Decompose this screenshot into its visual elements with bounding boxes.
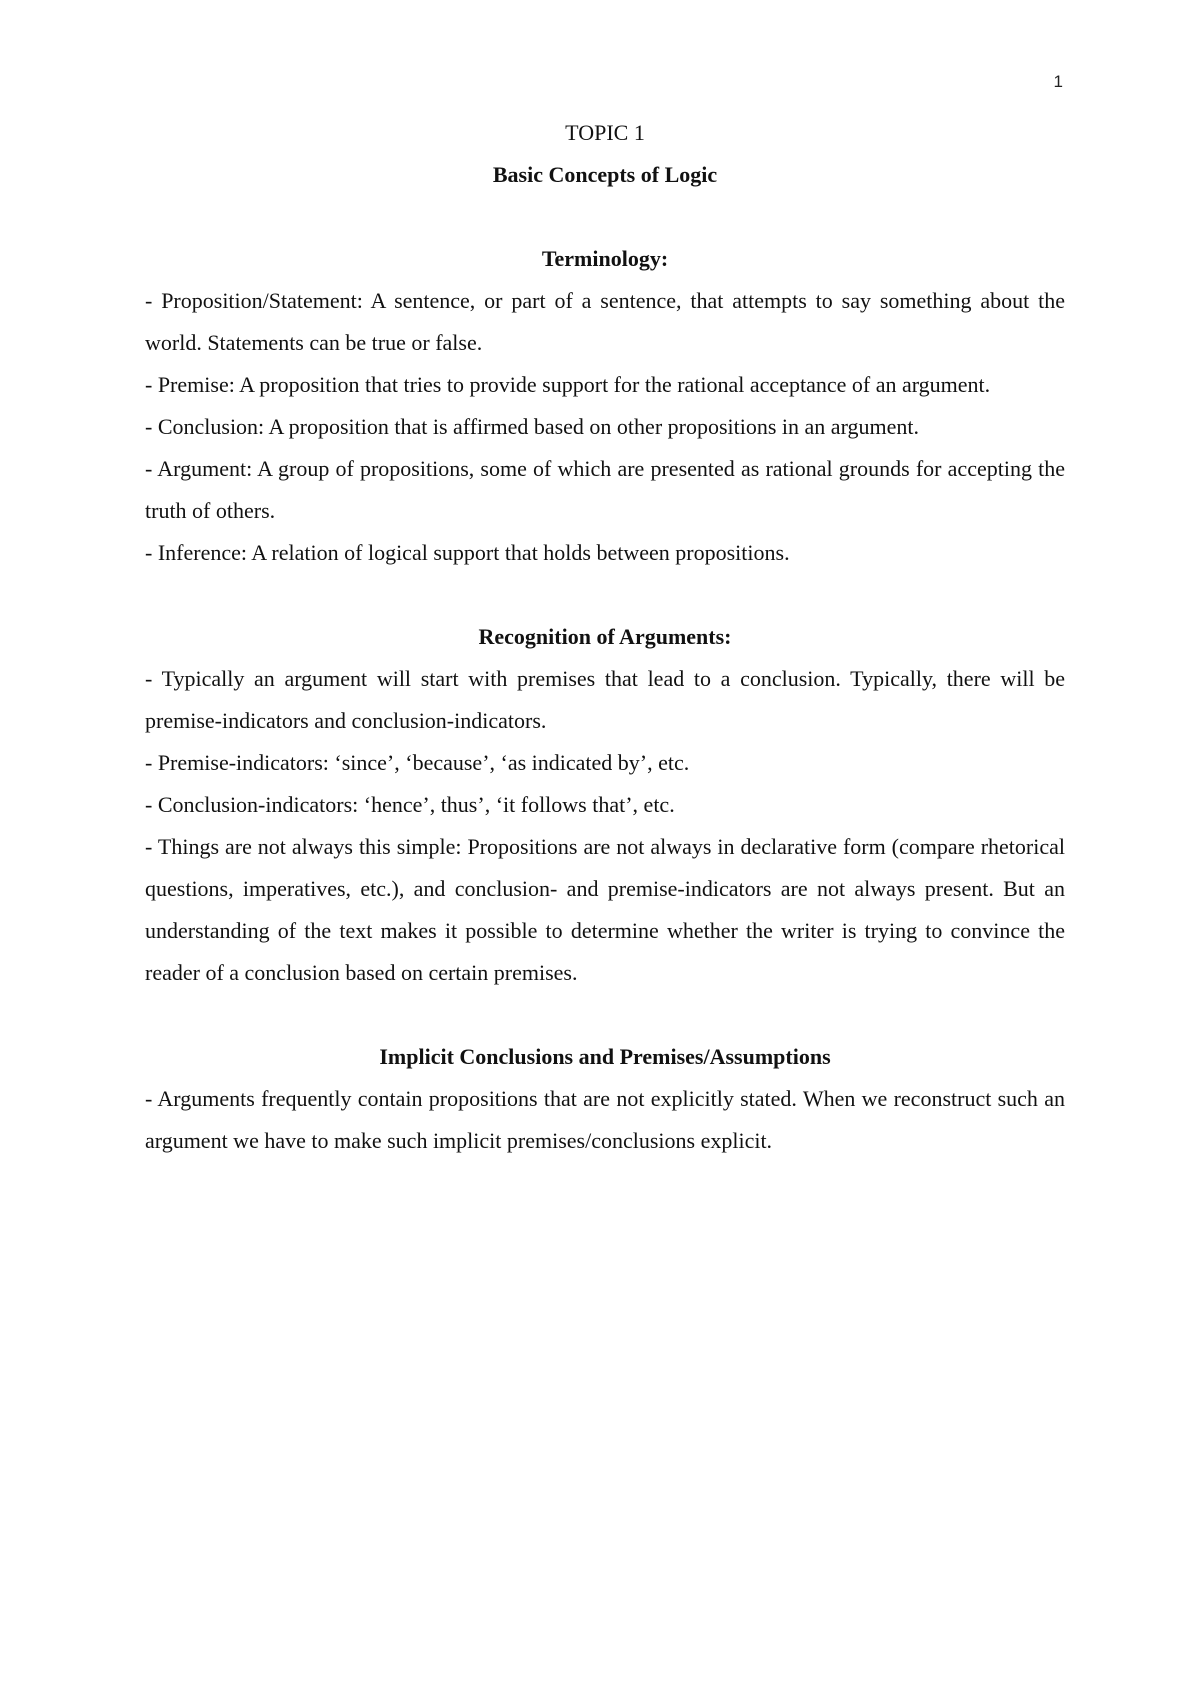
paragraph-argument: - Argument: A group of propositions, some of which are presented as rational grounds for accepting the truth of others.	[145, 456, 1065, 523]
section-heading-implicit: Implicit Conclusions and Premises/Assumptions	[379, 1044, 831, 1069]
paragraph-typically: - Typically an argument will start with premises that lead to a conclusion. Typically, there will be premise-indicators and conclusion-indicators.	[145, 666, 1065, 733]
paragraph-inference: - Inference: A relation of logical support that holds between propositions.	[145, 540, 790, 565]
paragraph-implicit: - Arguments frequently contain propositions that are not explicitly stated. When we reconstruct such an argument we have to make such implicit premises/conclusions explicit.	[145, 1086, 1065, 1153]
paragraph-premise-indicators: - Premise-indicators: ‘since’, ‘because’, ‘as indicated by’, etc.	[145, 750, 690, 775]
section-heading-terminology: Terminology:	[541, 246, 669, 271]
document-subtitle: Basic Concepts of Logic	[492, 162, 718, 187]
paragraph-premise: - Premise: A proposition that tries to provide support for the rational acceptance of an argument.	[145, 372, 991, 397]
paragraph-proposition: - Proposition/Statement: A sentence, or part of a sentence, that attempts to say something about the world. Statements can be true or false.	[145, 288, 1065, 355]
spacer	[145, 994, 1065, 1036]
section-heading-recognition: Recognition of Arguments:	[478, 624, 732, 649]
paragraph-conclusion: - Conclusion: A proposition that is affirmed based on other propositions in an argument.	[145, 414, 919, 439]
spacer	[145, 574, 1065, 616]
spacer	[145, 196, 1065, 238]
page-number: 1	[1053, 72, 1063, 91]
paragraph-conclusion-indicators: - Conclusion-indicators: ‘hence’, thus’, ‘it follows that’, etc.	[145, 792, 675, 817]
document-body	[145, 112, 1065, 1162]
document-title: TOPIC 1	[565, 120, 645, 145]
paragraph-not-simple: - Things are not always this simple: Propositions are not always in declarative form (compare rhetorical questions, imperatives, etc.), and conclusion- and premise-indicators are not always present. But an understanding of the text makes it possible to determine whether the writer is trying to convince the reader of a conclusion based on certain premises.	[145, 834, 1065, 985]
